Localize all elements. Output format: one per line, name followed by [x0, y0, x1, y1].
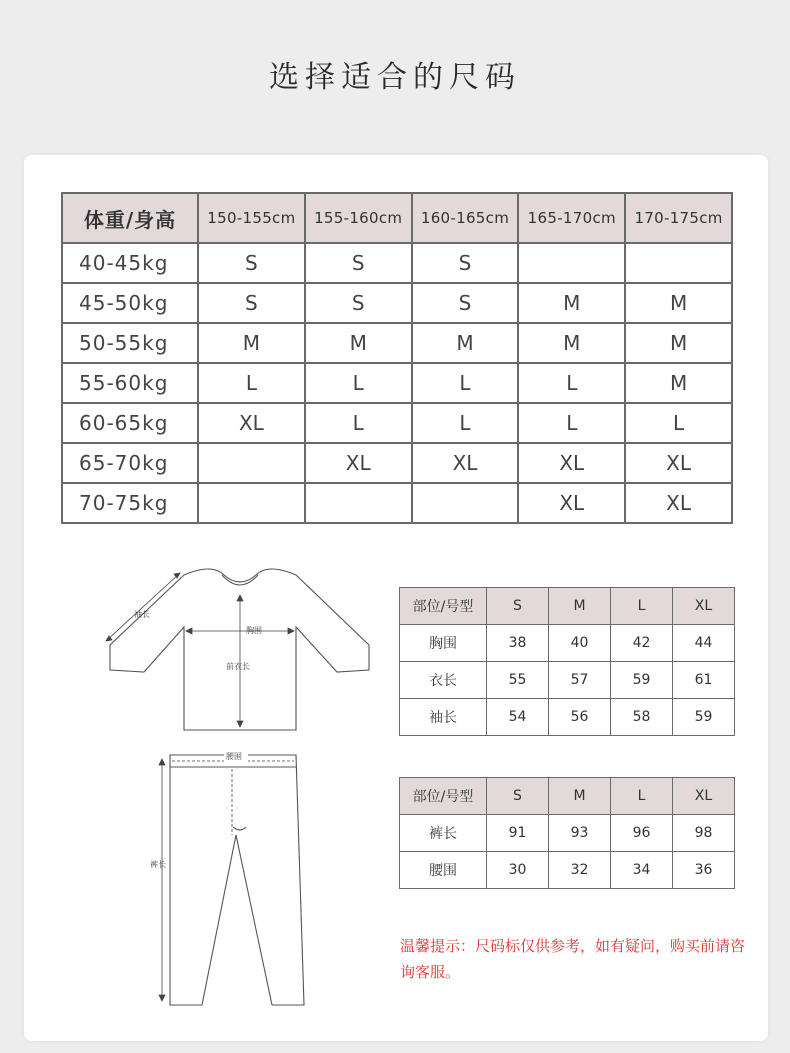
weight-cell: 70-75kg [62, 483, 198, 523]
size-cell: XL [625, 483, 732, 523]
front-length-label: 前衣长 [226, 662, 250, 671]
height-header: 165-170cm [518, 193, 625, 243]
value-cell: 59 [673, 699, 735, 736]
size-cell: L [625, 403, 732, 443]
top-table-corner: 部位/号型 [400, 588, 487, 625]
weight-cell: 65-70kg [62, 443, 198, 483]
size-header: XL [673, 778, 735, 815]
sleeve-label: 袖长 [134, 610, 150, 619]
table-row [400, 815, 735, 852]
part-cell: 袖长 [400, 699, 487, 736]
size-header: S [487, 588, 549, 625]
part-cell: 胸围 [400, 625, 487, 662]
size-cell: S [198, 243, 305, 283]
table-row [400, 699, 735, 736]
top-table-header-row [400, 588, 735, 625]
pants-table-corner: 部位/号型 [400, 778, 487, 815]
height-header: 170-175cm [625, 193, 732, 243]
size-cell: XL [198, 403, 305, 443]
size-cell: M [518, 323, 625, 363]
size-header: M [549, 588, 611, 625]
pants-measure-table [399, 777, 735, 889]
top-measure-table [399, 587, 735, 736]
value-cell: 59 [611, 662, 673, 699]
value-cell: 30 [487, 852, 549, 889]
value-cell: 55 [487, 662, 549, 699]
value-cell: 96 [611, 815, 673, 852]
weight-cell: 50-55kg [62, 323, 198, 363]
value-cell: 32 [549, 852, 611, 889]
size-cell: M [412, 323, 519, 363]
size-header: M [549, 778, 611, 815]
table-row [400, 852, 735, 889]
size-cell: M [518, 283, 625, 323]
size-header: S [487, 778, 549, 815]
size-cell: L [518, 403, 625, 443]
size-cell: XL [518, 483, 625, 523]
value-cell: 42 [611, 625, 673, 662]
size-cell: M [305, 323, 412, 363]
weight-cell: 45-50kg [62, 283, 198, 323]
value-cell: 57 [549, 662, 611, 699]
weight-cell: 60-65kg [62, 403, 198, 443]
value-cell: 61 [673, 662, 735, 699]
weight-cell: 40-45kg [62, 243, 198, 283]
value-cell: 44 [673, 625, 735, 662]
size-cell: L [518, 363, 625, 403]
page-title: 选择适合的尺码 [269, 60, 521, 95]
size-cell: S [198, 283, 305, 323]
height-header: 150-155cm [198, 193, 305, 243]
chest-label: 胸围 [246, 626, 262, 635]
size-cell: M [625, 283, 732, 323]
value-cell: 91 [487, 815, 549, 852]
part-cell: 裤长 [400, 815, 487, 852]
size-cell: XL [305, 443, 412, 483]
part-cell: 衣长 [400, 662, 487, 699]
size-cell: M [625, 323, 732, 363]
value-cell: 38 [487, 625, 549, 662]
weight-cell: 55-60kg [62, 363, 198, 403]
top-garment-illustration [110, 569, 369, 730]
size-header: L [611, 588, 673, 625]
size-cell: XL [625, 443, 732, 483]
size-cell: S [305, 283, 412, 323]
pant-length-label: 裤长 [150, 860, 166, 869]
size-cell: L [412, 403, 519, 443]
value-cell: 93 [549, 815, 611, 852]
value-cell: 34 [611, 852, 673, 889]
size-cell: XL [412, 443, 519, 483]
size-cell: M [198, 323, 305, 363]
size-tip: 温馨提示：尺码标仅供参考，如有疑问，购买前请咨询客服。 [400, 937, 746, 981]
size-guide-card [24, 155, 768, 1041]
value-cell: 98 [673, 815, 735, 852]
height-header: 155-160cm [305, 193, 412, 243]
size-cell: S [412, 243, 519, 283]
size-cell: S [412, 283, 519, 323]
size-header: XL [673, 588, 735, 625]
value-cell: 40 [549, 625, 611, 662]
size-cell: M [625, 363, 732, 403]
pants-table-header-row [400, 778, 735, 815]
top-measure-lines [106, 573, 294, 727]
size-cell: L [412, 363, 519, 403]
waist-label: 腰围 [226, 752, 242, 761]
size-chart-corner: 体重/身高 [62, 193, 198, 243]
height-header: 160-165cm [412, 193, 519, 243]
pants-garment-illustration [170, 755, 304, 1005]
table-row [400, 662, 735, 699]
value-cell: 36 [673, 852, 735, 889]
size-cell: S [305, 243, 412, 283]
size-cell: XL [518, 443, 625, 483]
part-cell: 腰围 [400, 852, 487, 889]
size-cell: L [198, 363, 305, 403]
size-header: L [611, 778, 673, 815]
size-cell: L [305, 363, 412, 403]
value-cell: 58 [611, 699, 673, 736]
value-cell: 56 [549, 699, 611, 736]
size-cell: L [305, 403, 412, 443]
table-row [400, 625, 735, 662]
value-cell: 54 [487, 699, 549, 736]
